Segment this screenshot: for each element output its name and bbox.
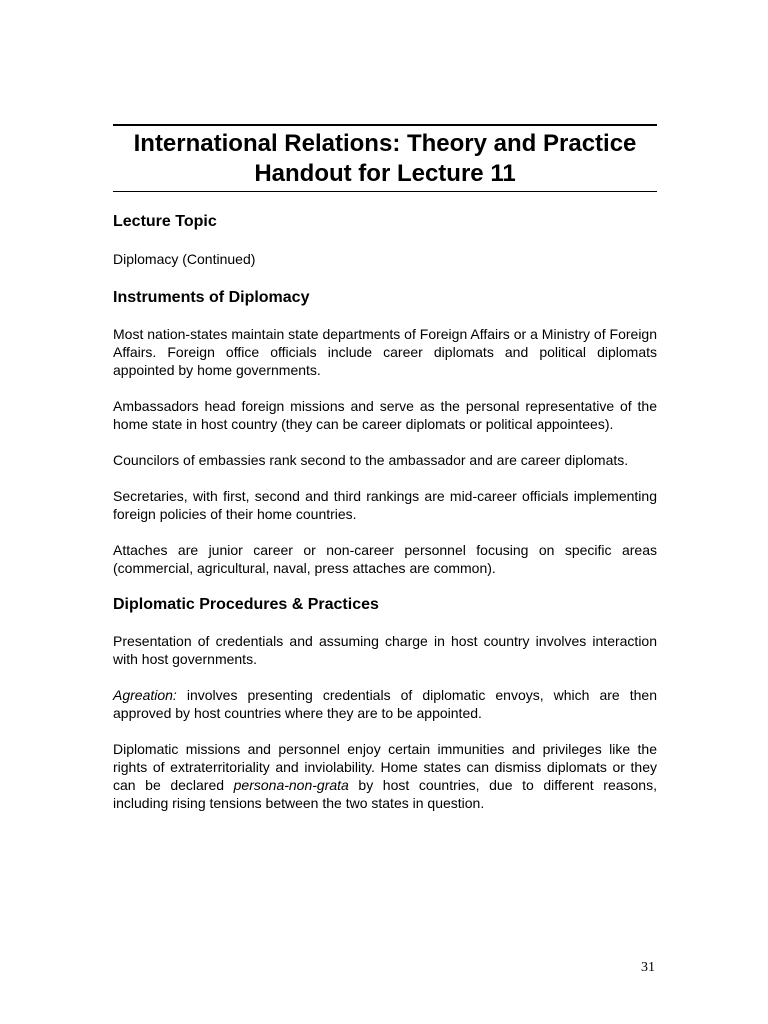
- procedures-paragraph-3: [113, 740, 657, 812]
- procedures-paragraph-1: Presentation of credentials and assuming charge in host country involves interaction with host governments.: [113, 633, 657, 667]
- title-line-1: International Relations: Theory and Practice: [133, 130, 637, 157]
- lecture-topic-heading: Lecture Topic: [113, 213, 217, 230]
- title-line-2: Handout for Lecture 11: [254, 160, 516, 187]
- instruments-paragraph-5: Attaches are junior career or non-career personnel focusing on specific areas (commercial, agricultural, naval, press attaches are common).: [113, 542, 657, 576]
- persona-non-grata-term: persona-non-grata: [233, 777, 349, 793]
- lecture-topic-text: Diplomacy (Continued): [113, 251, 256, 267]
- title-block: [113, 124, 657, 192]
- instruments-heading: Instruments of Diplomacy: [113, 289, 310, 306]
- instruments-paragraph-3: Councilors of embassies rank second to the ambassador and are career diplomats.: [113, 452, 629, 468]
- procedures-paragraph-2: [113, 686, 657, 722]
- page-number: 31: [641, 960, 655, 975]
- instruments-paragraph-2: Ambassadors head foreign missions and serve as the personal representative of the home state in host country (they can be career diplomats or political appointees).: [113, 398, 657, 432]
- immunities-text-start: Diplomatic missions and personnel enjoy certain immunities and privileges like the rights of extraterritoriality and inviolability. Home states can dismiss diplomats or they can be declared: [113, 741, 657, 793]
- agreation-term: Agreation:: [113, 687, 177, 703]
- instruments-paragraph-1: Most nation-states maintain state departments of Foreign Affairs or a Ministry of Foreign Affairs. Foreign office officials include career diplomats and political diplomats appointed by home governments.: [113, 326, 657, 378]
- page-content: [113, 124, 657, 812]
- immunities-text-end: by host countries, due to different reasons, including rising tensions between the two states in question.: [113, 777, 657, 811]
- instruments-paragraph-4: Secretaries, with first, second and third rankings are mid-career officials implementing foreign policies of their home countries.: [113, 488, 657, 522]
- procedures-heading: Diplomatic Procedures & Practices: [113, 596, 379, 613]
- agreation-text: involves presenting credentials of diplomatic envoys, which are then approved by host countries where they are to be appointed.: [113, 687, 657, 721]
